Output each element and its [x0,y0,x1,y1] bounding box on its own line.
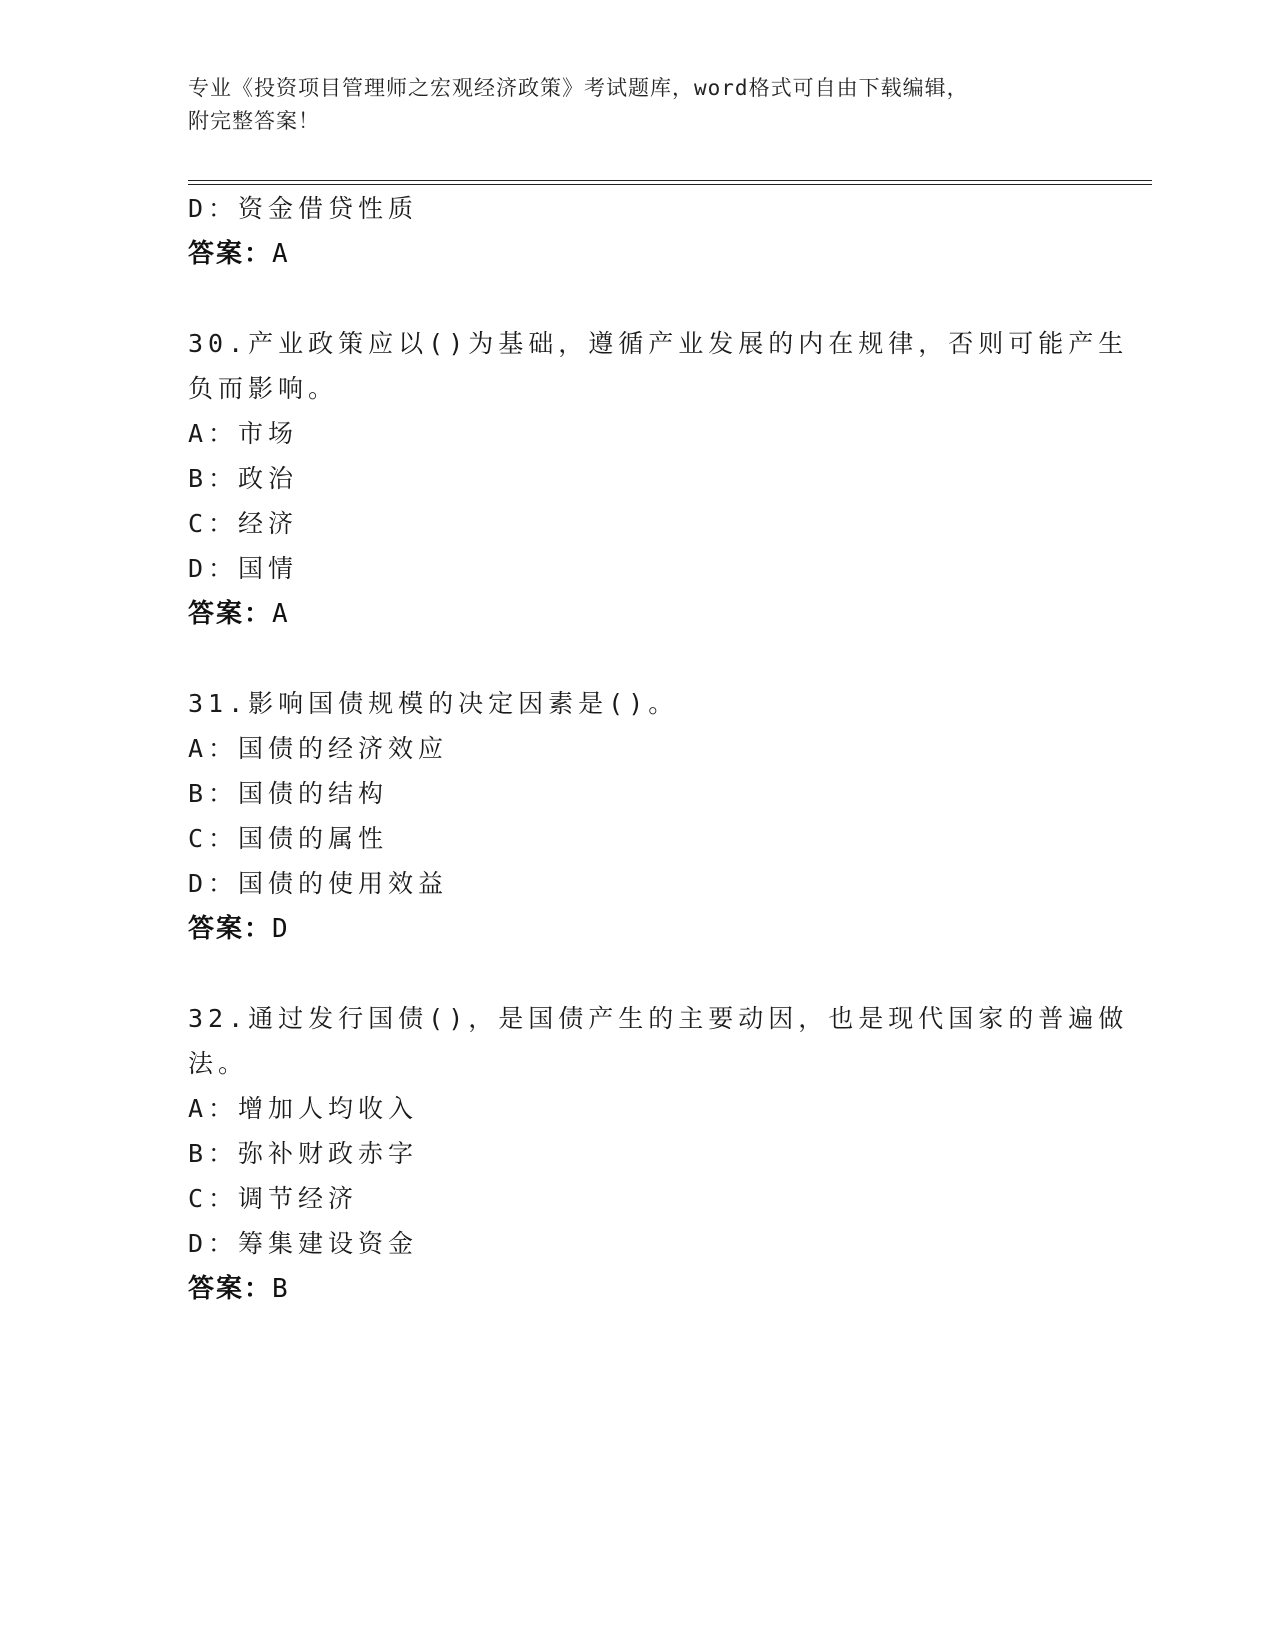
q30-answer [188,598,290,630]
answer-label: 答案： [188,914,273,944]
q31-stem-line-1: 31.影响国债规模的决定因素是()。 [188,689,679,718]
prev-option-d: D：资金借贷性质 [188,194,419,223]
answer-label: 答案： [188,239,273,269]
answer-value: D [272,914,290,944]
q30-stem-line-1: 30.产业政策应以()为基础，遵循产业发展的内在规律，否则可能产生 [188,329,1129,358]
q32-answer [188,1273,290,1305]
answer-label: 答案： [188,599,273,629]
header-divider-bottom [188,184,1152,185]
answer-value: A [272,239,290,269]
q30-stem-line-2: 负而影响。 [188,374,339,403]
q32-stem-line-2: 法。 [188,1049,249,1078]
q31-option-d: D：国债的使用效益 [188,869,449,898]
q31-option-b: B：国债的结构 [188,779,389,808]
header-line-1: 专业《投资项目管理师之宏观经济政策》考试题库，word格式可自由下载编辑， [188,76,969,100]
q31-answer [188,913,290,945]
answer-value: B [272,1274,290,1304]
document-header [188,72,1068,138]
answer-value: A [272,599,290,629]
prev-answer [188,238,290,270]
q32-stem-line-1: 32.通过发行国债()，是国债产生的主要动因，也是现代国家的普遍做 [188,1004,1129,1033]
q32-option-b: B：弥补财政赤字 [188,1139,419,1168]
q32-option-d: D：筹集建设资金 [188,1229,419,1258]
header-line-2: 附完整答案！ [188,109,320,133]
q30-option-a: A：市场 [188,419,299,448]
q32-option-c: C：调节经济 [188,1184,359,1213]
q30-option-c: C：经济 [188,509,299,538]
q31-option-c: C：国债的属性 [188,824,389,853]
q30-option-b: B：政治 [188,464,299,493]
q30-option-d: D：国情 [188,554,299,583]
q31-option-a: A：国债的经济效应 [188,734,449,763]
q32-option-a: A：增加人均收入 [188,1094,419,1123]
header-divider-top [188,180,1152,181]
answer-label: 答案： [188,1274,273,1304]
